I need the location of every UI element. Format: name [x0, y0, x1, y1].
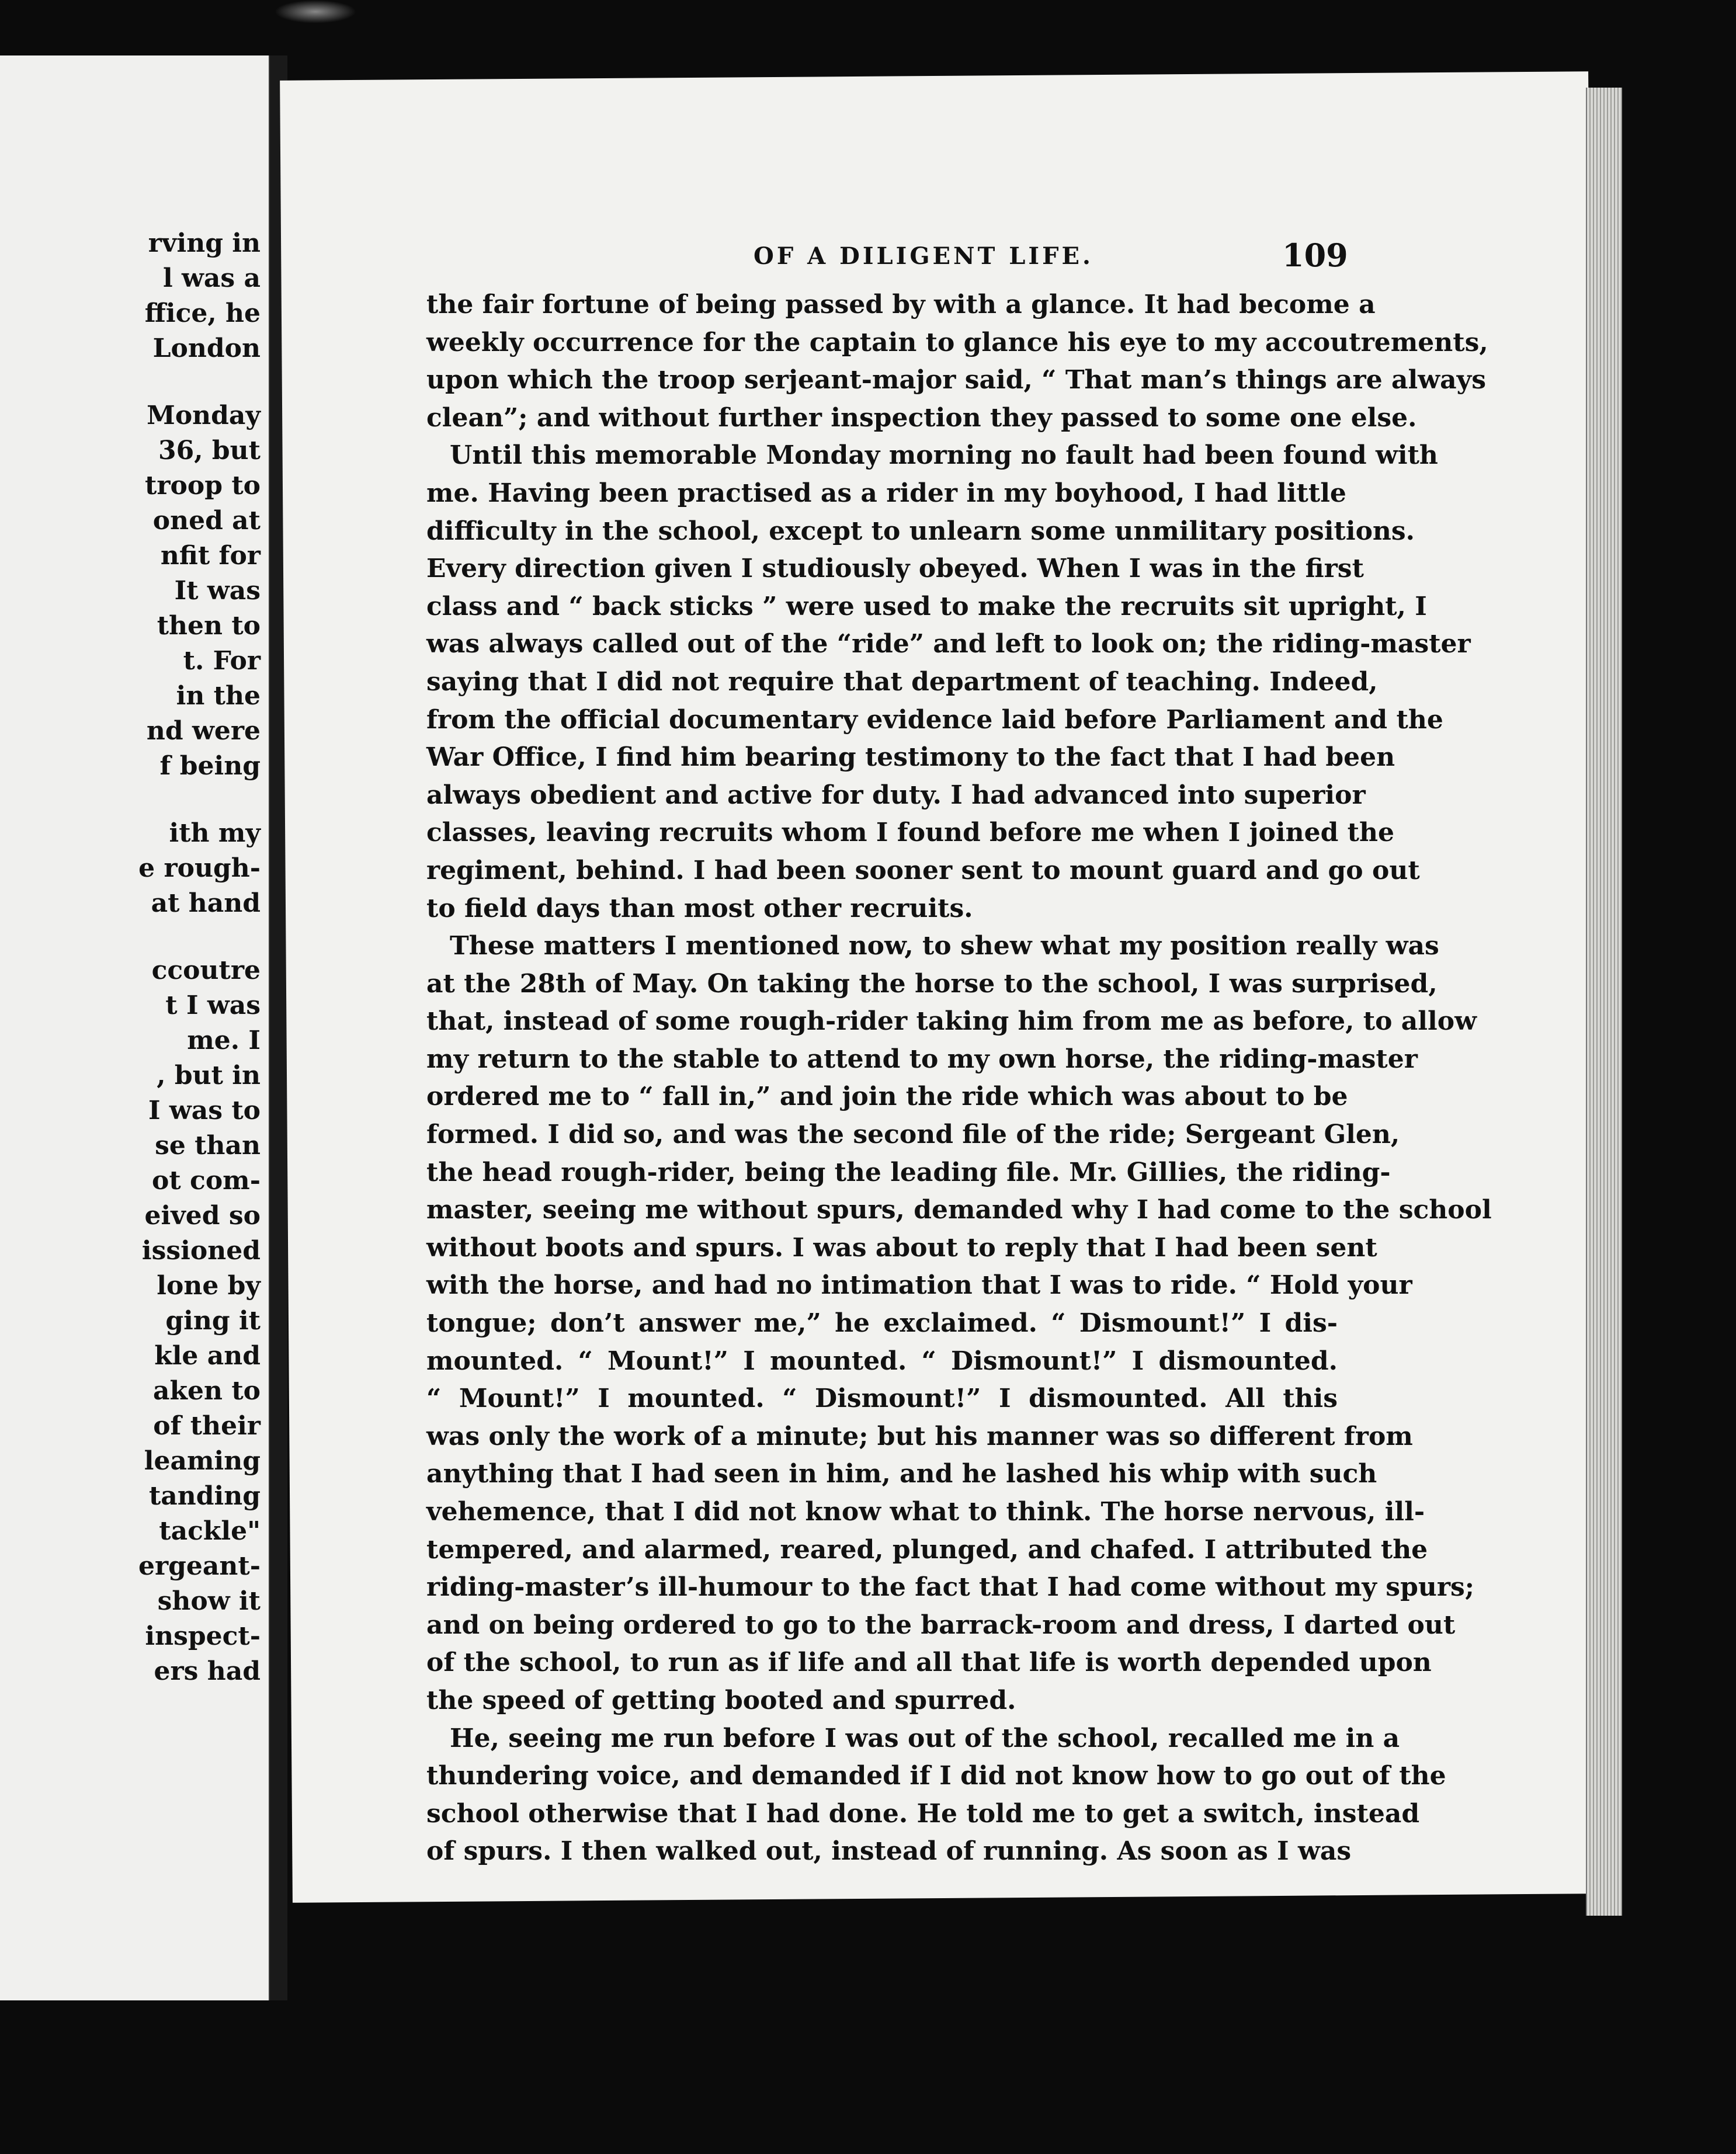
left-page-line: Monday — [147, 401, 261, 430]
left-page-line: lone by — [157, 1271, 261, 1301]
text-line: without boots and spurs. I was about to reply that I had been sent — [426, 1232, 1377, 1263]
left-page-line: kle and — [154, 1341, 261, 1371]
left-page-line: ith my — [169, 818, 261, 848]
text-line: regiment, behind. I had been sooner sent to mount guard and go out — [426, 855, 1420, 885]
left-page-line: tanding — [148, 1481, 261, 1511]
left-page-line: nd were — [146, 716, 261, 746]
text-line: saying that I did not require that department of teaching. Indeed, — [426, 666, 1378, 697]
text-line: tempered, and alarmed, reared, plunged, and chafed. I attributed the — [426, 1534, 1428, 1565]
text-line: with the horse, and had no intimation that I was to ride. “ Hold your — [426, 1270, 1412, 1301]
text-line: thundering voice, and demanded if I did not know how to go out of the — [426, 1761, 1446, 1791]
text-line: from the official documentary evidence laid before Parliament and the — [426, 704, 1443, 735]
page-edges — [1586, 88, 1622, 1916]
text-line: my return to the stable to attend to my own horse, the riding-master — [426, 1044, 1418, 1074]
text-line: “ Mount!” I mounted. “ Dismount!” I dismounted. All this — [426, 1384, 1338, 1414]
text-line: War Office, I find him bearing testimony to the fact that I had been — [426, 742, 1395, 773]
text-line: that, instead of some rough-rider taking him from me as before, to allow — [426, 1006, 1477, 1037]
left-page-line: l was a — [162, 263, 261, 293]
left-page-line: ccoutre — [151, 956, 261, 985]
text-line: These matters I mentioned now, to shew what my position really was — [450, 931, 1439, 961]
left-page-line: inspect- — [145, 1621, 261, 1651]
left-page-line: at hand — [151, 888, 261, 918]
text-line: ordered me to “ fall in,” and join the ride which was about to be — [426, 1082, 1348, 1112]
text-line: was always called out of the “ride” and left to look on; the riding-master — [426, 629, 1471, 659]
left-page — [0, 55, 275, 2000]
left-page-line: eived so — [144, 1201, 261, 1231]
text-line: formed. I did so, and was the second file of the ride; Sergeant Glen, — [426, 1120, 1400, 1150]
text-line: classes, leaving recruits whom I found before me when I joined the — [426, 818, 1394, 848]
left-page-line: leaming — [144, 1446, 261, 1476]
left-page-line: rving in — [148, 228, 261, 258]
left-page-line: in the — [176, 681, 261, 711]
text-line: me. Having been practised as a rider in my boyhood, I had little — [426, 478, 1346, 508]
text-line: Until this memorable Monday morning no fault had been found with — [450, 440, 1438, 471]
text-line: at the 28th of May. On taking the horse to the school, I was surprised, — [426, 968, 1438, 999]
paragraph — [426, 437, 1471, 927]
text-line: weekly occurrence for the captain to glance his eye to my accoutrements, — [426, 327, 1488, 357]
text-line: the speed of getting booted and spurred. — [426, 1685, 1016, 1715]
text-line: tongue; don’t answer me,” he exclaimed. “ Dismount!” I dis- — [426, 1308, 1338, 1339]
text-line: mounted. “ Mount!” I mounted. “ Dismount!” I dismounted. — [426, 1346, 1338, 1376]
text-line: upon which the troop serjeant-major said, “ That man’s things are always — [426, 365, 1486, 395]
left-page-line: ging it — [165, 1306, 261, 1336]
left-page-line: nfit for — [160, 541, 261, 571]
left-page-line: London — [152, 333, 261, 363]
text-line: of the school, to run as if life and all that life is worth depended upon — [426, 1648, 1432, 1678]
left-page-line: ffice, he — [144, 298, 261, 328]
left-page-line: 36, but — [158, 436, 261, 465]
text-line: to field days than most other recruits. — [426, 893, 973, 923]
left-page-line: aken to — [153, 1376, 261, 1406]
left-page-line: t. For — [183, 646, 261, 676]
left-page-line: , but in — [157, 1061, 261, 1090]
text-line: clean”; and without further inspection they passed to some one else. — [426, 402, 1417, 433]
text-line: He, seeing me run before I was out of the school, recalled me in a — [450, 1723, 1400, 1753]
text-line: riding-master’s ill-humour to the fact that I had come without my spurs; — [426, 1572, 1475, 1603]
left-page-line: tackle" — [159, 1516, 261, 1546]
left-page-line: se than — [155, 1131, 261, 1161]
left-page-line: It was — [174, 576, 261, 606]
left-page-line: issioned — [141, 1236, 261, 1266]
left-page-line: I was to — [148, 1096, 261, 1125]
left-page-line: ers had — [154, 1656, 261, 1686]
text-line: school otherwise that I had done. He told me to get a switch, instead — [426, 1798, 1420, 1829]
text-line: difficulty in the school, except to unlearn some unmilitary positions. — [426, 516, 1415, 546]
left-page-line: ergeant- — [138, 1551, 261, 1581]
text-line: class and “ back sticks ” were used to make the recruits sit upright, I — [426, 591, 1427, 621]
text-line: anything that I had seen in him, and he lashed his whip with such — [426, 1459, 1377, 1489]
text-line: always obedient and active for duty. I had advanced into superior — [426, 780, 1366, 810]
paragraph — [426, 286, 1488, 437]
left-page-line: of their — [153, 1411, 261, 1441]
left-page-line: f being — [159, 751, 261, 781]
left-page-line: oned at — [152, 506, 261, 536]
text-line: Every direction given I studiously obeyed. When I was in the first — [426, 554, 1364, 584]
scan-artifact — [275, 0, 356, 23]
text-line: the fair fortune of being passed by with a glance. It had become a — [426, 290, 1376, 319]
text-line: and on being ordered to go to the barrack-room and dress, I darted out — [426, 1610, 1456, 1640]
text-line: of spurs. I then walked out, instead of running. As soon as I was — [426, 1836, 1352, 1867]
left-page-line: t I was — [165, 991, 261, 1020]
page-number: 109 — [1282, 237, 1348, 274]
text-line: the head rough-rider, being the leading file. Mr. Gillies, the riding- — [426, 1157, 1391, 1187]
left-page-line: ot com- — [152, 1166, 261, 1196]
left-page-line: me. I — [187, 1026, 261, 1055]
left-page-line: then to — [157, 611, 261, 641]
body-text — [426, 286, 1492, 1871]
paragraph — [426, 1720, 1446, 1871]
left-page-line: show it — [157, 1586, 261, 1616]
paragraph — [426, 927, 1492, 1719]
left-page-line: troop to — [145, 471, 261, 501]
text-line: was only the work of a minute; but his manner was so different from — [426, 1421, 1413, 1451]
left-page-line: e rough- — [138, 853, 261, 883]
text-line: master, seeing me without spurs, demanded why I had come to the school — [426, 1195, 1492, 1225]
text-line: vehemence, that I did not know what to think. The horse nervous, ill- — [426, 1497, 1425, 1527]
